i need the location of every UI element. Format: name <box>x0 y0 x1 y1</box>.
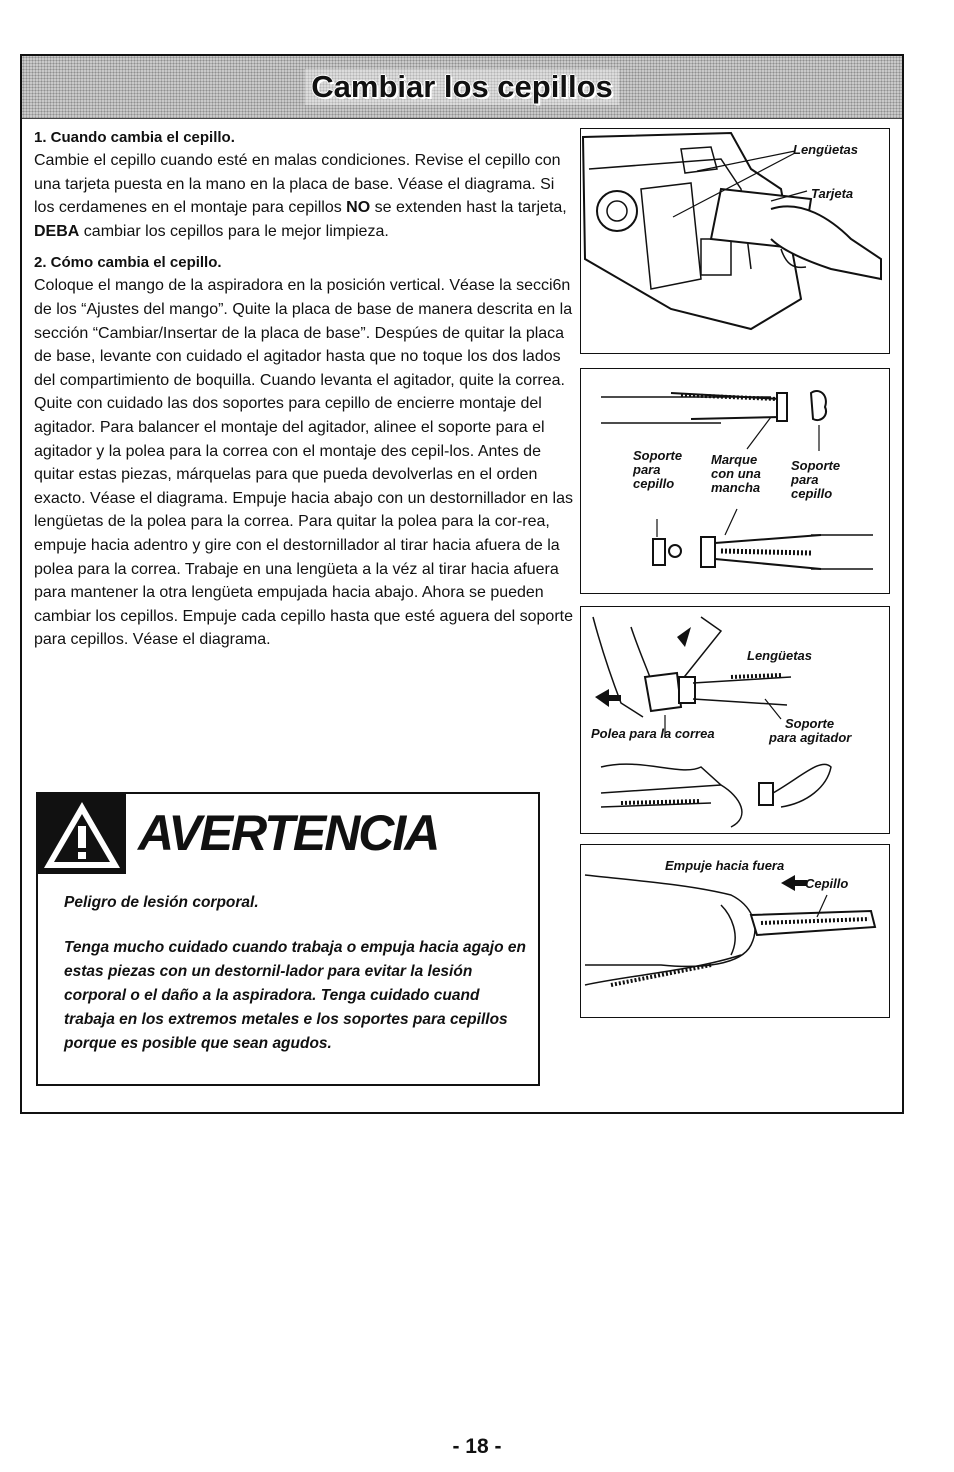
right-support-line2: para <box>791 472 819 487</box>
section1-text-a: Cambie el cepillo cuando esté en malas condiciones. Revise el cepillo con una tarjeta puesta en la mano en la placa de base. Véase el diagrama. Si los cerdamenes en el montaje para cepillos <box>34 152 561 217</box>
page-number: - 18 - <box>452 1435 502 1458</box>
section1-heading: 1. Cuando cambia el cepillo. <box>34 129 235 146</box>
label-left-support <box>633 449 682 491</box>
warning-icon-block <box>38 794 126 874</box>
figure-brush-supports <box>580 368 890 594</box>
instructions-column <box>34 126 574 652</box>
section1-strong-deba: DEBA <box>34 222 80 240</box>
section1-text <box>34 149 574 243</box>
section2-heading: 2. Cómo cambia el cepillo. <box>34 254 222 272</box>
page-title: Cambiar los cepillos <box>305 69 619 105</box>
label-pulley: Polea para la correa <box>591 726 715 741</box>
warning-box <box>36 792 540 1086</box>
figure-card-check <box>580 128 890 354</box>
label-brush: Cepillo <box>805 876 849 891</box>
section1-text-b: se extenden hast la tarjeta, <box>370 199 567 217</box>
label-pulley-tabs: Lengüetas <box>747 648 813 663</box>
left-support-line3: cepillo <box>633 476 675 491</box>
mark-line1: Marque <box>711 452 758 467</box>
mark-line2: con una <box>711 466 761 481</box>
warning-triangle-icon <box>38 794 126 874</box>
agitator-support-line1: Soporte <box>785 716 835 731</box>
warning-heading: AVERTENCIA <box>138 805 439 861</box>
label-mark <box>711 453 761 495</box>
right-support-line1: Soporte <box>791 458 841 473</box>
label-card: Tarjeta <box>811 186 854 201</box>
warning-body: Tenga mucho cuidado cuando trabaja o empuja hacia agajo en estas piezas con un destornil-lador para evitar la lesión corporal o el daño a la aspiradora. Tenga cuidado cuand trabaja en los extremos metales e los soportes para cepillos porque es posible que sean agudos. <box>64 939 526 1052</box>
figure-push-brush <box>580 844 890 1018</box>
title-bar <box>22 56 902 119</box>
section2-text: Coloque el mango de la aspiradora en la posición vertical. Véase la secci6n de los “Ajustes del mango”. Quite la placa de base de manera descrita en la sección “Cambiar/Insertar de la placa de base”. Despúes de quitar la placa de base, levante con cuidado el agitador hasta que no toque los dos lados del compartimiento de boquilla. Cuando levanta el agitador, quite la correa. Quite con cuidado las dos soportes para cepillo de encierre montaje del agitador. Para balancer el montaje del agitador, alinee el soporte para el agitador y la polea para la correa con el montaje des cepil-los. Antes de quitar estas piezas, márquelas para que pueda devolverlas en el orden exacto. Véase el diagrama. Empuje hacia abajo con un destornillador en las lengüetas de la polea para la correa. Para quitar la polea para la cor-rea, empuje hacia adentro y gire con el destornillador al tirar hacia afuera de la polea para la correa. Trabaje en una lengüeta a la véz al tirar hacia afuera para mantener la otra lengüeta empujada hacia abajo. Ahora se pueden cambiar los cepillos. Empuje cada cepillo hasta que esté aguera del soporte para cepillos. Véase el diagrama. <box>34 277 573 649</box>
warning-subheading: Peligro de lesión corporal. <box>64 894 259 911</box>
section1-strong-no: NO <box>346 199 371 217</box>
agitator-support-line2: para agitador <box>769 730 852 745</box>
label-agitator-support <box>769 717 851 745</box>
figure-pulley-removal <box>580 606 890 834</box>
left-support-line1: Soporte <box>633 448 683 463</box>
label-push-out: Empuje hacia fuera <box>665 858 785 873</box>
section1-text-c: cambiar los cepillos para le mejor limpieza. <box>79 222 389 240</box>
mark-line3: mancha <box>711 480 761 495</box>
label-right-support <box>791 459 840 501</box>
nozzle-card-illustration <box>581 129 891 355</box>
label-tabs: Lengüetas <box>793 142 859 157</box>
right-support-line3: cepillo <box>791 486 833 501</box>
left-support-line2: para <box>633 462 661 477</box>
